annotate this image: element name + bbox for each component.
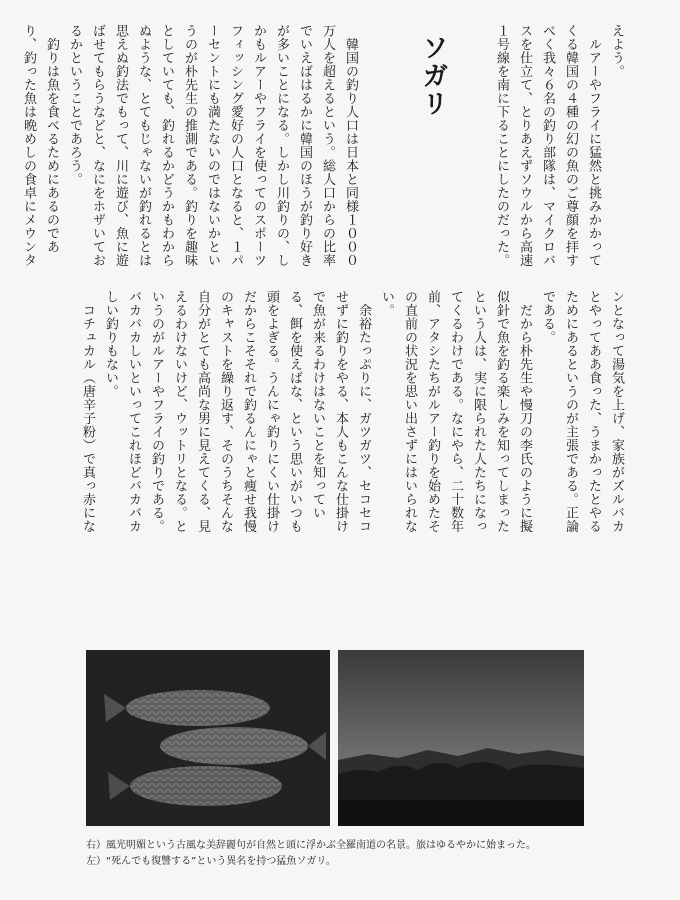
photo-sogari-fish <box>86 650 330 826</box>
article-text-top-left: 韓国の釣り人口は日本と同様１０００ 万人を超えるという。総人口からの比率 でいえばはるかに韓国のほうが釣り好き が多いことになる。しかし川釣りの、し かもルアーやフライを使ってのスポーツ フィッシング愛好の人口となると、１パ ーセントにも満たないのではないかとい うのが朴先生の推測である。釣りを趣味 としていても、釣れるかどうかもわから ぬような、とてもじゃないが釣れるとは 思えぬ釣法でもって、川に遊び、魚に遊 ばせてもらうなどと、なにをホザいてお るかということであろう。 釣りは魚を食べるためにあるのであ り、釣った魚は晩めしの食卓にメウンタ <box>21 24 358 267</box>
article-title: ソガリ <box>418 34 448 118</box>
caption-left: 左）“死んでも復讐する”という異名を持つ猛魚ソガリ。 <box>86 856 336 867</box>
fish-photo-graphic <box>86 650 330 826</box>
article-text-bottom: ンとなって湯気を上げ、家族がズルバカ とやってああ食った、うまかったとやる ためにあるというのが主張である。正論 である。 だから朴先生や慢刀の李氏のように擬 似針で魚を釣る楽しみを知ってしまった という人は、実に限られた人たちになっ てくるわけである。なにやら、二十数年 前、アタシたちがルアー釣りを始めたそ の直前の状況を思い出さずにはいられな い。 余裕たっぷりに、ガツガツ、セコセコ せずに釣りをやる、本人もこんな仕掛け で魚が来るわけはないことを知ってい る、餌を使えばな、という思いがいつも 頭をよぎる。うんにゃ釣りにくい仕掛け だからこそそれで釣るんにゃと痩せ我慢 のキャストを繰り返す、そのうちそんな 自分がとても高尚な男に見えてくる、見 えるわけないけど、ウットリとなる。と いうのがルアーやフライの釣りである。 バカバカしいといってこれほどバカバカ しい釣りもない。 コチュカル（唐辛子粉）で真っ赤にな <box>80 290 624 533</box>
photo-jeollanamdo-landscape <box>338 650 584 826</box>
photo-captions <box>86 838 606 870</box>
landscape-photo-graphic <box>338 650 584 826</box>
caption-right: 右）風光明媚という古風な美辞麗句が自然と頭に浮かぶ全羅南道の名景。旅はゆるやかに始まった。 <box>86 840 536 851</box>
article-text-top-right: えよう。 ルアーやフライに猛然と挑みかかって くる韓国の４種の幻の魚のご尊顔を拝す べく我々６名の釣り部隊は、マイクロバ スを仕立て、とりあえずソウルから高速 １号線を南に下ることにしたのだった。 <box>494 24 624 267</box>
